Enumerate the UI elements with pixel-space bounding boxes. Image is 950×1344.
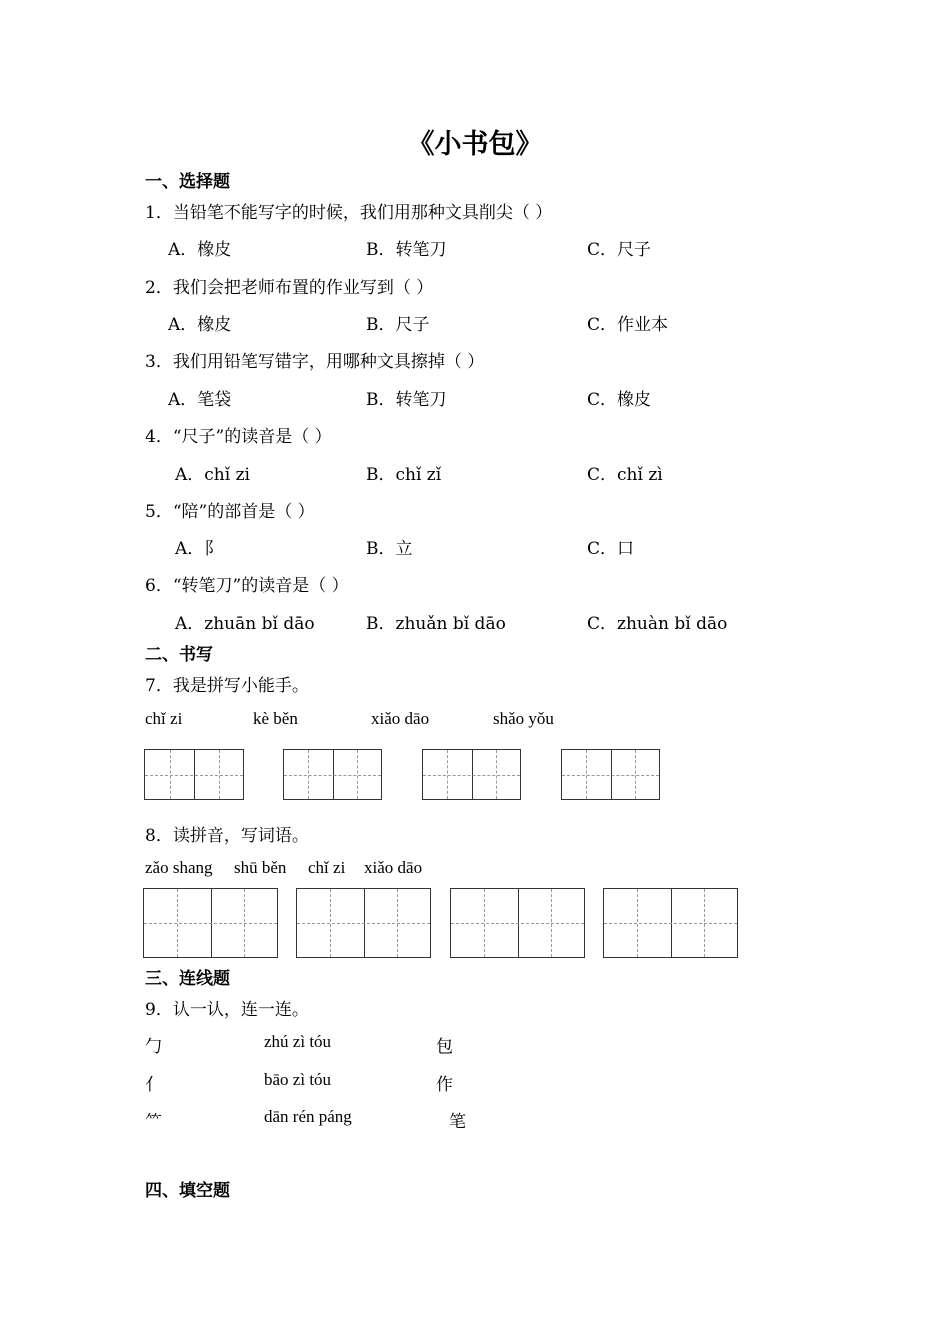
question-5: 5．“陪”的部首是（ ） [145, 502, 315, 522]
q7-pinyin-3: xiǎo dāo [371, 709, 430, 728]
q9-char-3[interactable]: 笔 [449, 1112, 466, 1132]
q1-option-a[interactable]: A．橡皮 [168, 240, 232, 260]
q5-option-a[interactable]: A．阝 [175, 539, 222, 559]
q3-option-b[interactable]: B．转笔刀 [366, 390, 447, 410]
section-heading-fill-in: 四、填空题 [145, 1181, 230, 1201]
q7-pinyin-1: chǐ zi [145, 709, 183, 728]
q4-option-c[interactable]: C．chǐ zì [587, 465, 663, 485]
q9-name-3[interactable]: dān rén páng [264, 1107, 352, 1126]
q6-option-b[interactable]: B．zhuǎn bǐ dāo [366, 614, 506, 634]
q2-option-a[interactable]: A．橡皮 [168, 315, 232, 335]
q4-option-b[interactable]: B．chǐ zǐ [366, 465, 442, 485]
q5-option-b[interactable]: B．立 [366, 539, 413, 559]
question-8: 8．读拼音，写词语。 [145, 826, 309, 846]
question-6: 6．“转笔刀”的读音是（ ） [145, 576, 349, 596]
question-7: 7．我是拼写小能手。 [145, 676, 309, 696]
q1-option-b[interactable]: B．转笔刀 [366, 240, 447, 260]
q8-pinyin-4: xiǎo dāo [364, 858, 423, 877]
q8-writing-box-1[interactable] [143, 888, 278, 958]
question-3: 3．我们用铅笔写错字，用哪种文具擦掉（ ） [145, 352, 485, 372]
q8-writing-box-4[interactable] [603, 888, 738, 958]
q8-writing-box-2[interactable] [296, 888, 431, 958]
q2-option-c[interactable]: C．作业本 [587, 315, 669, 335]
q3-option-c[interactable]: C．橡皮 [587, 390, 652, 410]
page-title: 《小书包》 [407, 129, 543, 160]
q7-writing-box-4[interactable] [561, 749, 660, 800]
section-heading-writing: 二、书写 [145, 645, 213, 665]
q9-char-2[interactable]: 作 [436, 1075, 453, 1095]
q9-radical-2[interactable]: 亻 [145, 1075, 162, 1095]
q9-name-2[interactable]: bāo zì tóu [264, 1070, 332, 1089]
q9-name-1[interactable]: zhú zì tóu [264, 1032, 332, 1051]
q9-char-1[interactable]: 包 [436, 1037, 453, 1057]
q7-pinyin-4: shǎo yǒu [493, 709, 554, 728]
question-4: 4．“尺子”的读音是（ ） [145, 427, 332, 447]
q8-pinyin-1: zǎo shang [145, 858, 213, 877]
question-1: 1．当铅笔不能写字的时候，我们用那种文具削尖（ ） [145, 203, 553, 223]
q5-option-c[interactable]: C．口 [587, 539, 635, 559]
section-heading-choice: 一、选择题 [145, 172, 230, 192]
question-9: 9．认一认，连一连。 [145, 1000, 309, 1020]
q8-writing-box-3[interactable] [450, 888, 585, 958]
q8-pinyin-3: chǐ zi [308, 858, 346, 877]
q3-option-a[interactable]: A．笔袋 [168, 390, 232, 410]
q6-option-a[interactable]: A．zhuān bǐ dāo [175, 614, 315, 634]
q7-writing-box-3[interactable] [422, 749, 521, 800]
q6-option-c[interactable]: C．zhuàn bǐ dāo [587, 614, 728, 634]
q7-pinyin-2: kè běn [253, 709, 298, 728]
q7-writing-box-1[interactable] [144, 749, 244, 800]
question-2: 2．我们会把老师布置的作业写到（ ） [145, 278, 434, 298]
q2-option-b[interactable]: B．尺子 [366, 315, 430, 335]
q1-option-c[interactable]: C．尺子 [587, 240, 652, 260]
q4-option-a[interactable]: A．chǐ zi [175, 465, 250, 485]
q7-writing-box-2[interactable] [283, 749, 382, 800]
q9-radical-3[interactable]: ⺮ [145, 1112, 162, 1132]
section-heading-matching: 三、连线题 [145, 969, 230, 989]
q9-radical-1[interactable]: 勹 [145, 1037, 162, 1057]
q8-pinyin-2: shū běn [234, 858, 287, 877]
